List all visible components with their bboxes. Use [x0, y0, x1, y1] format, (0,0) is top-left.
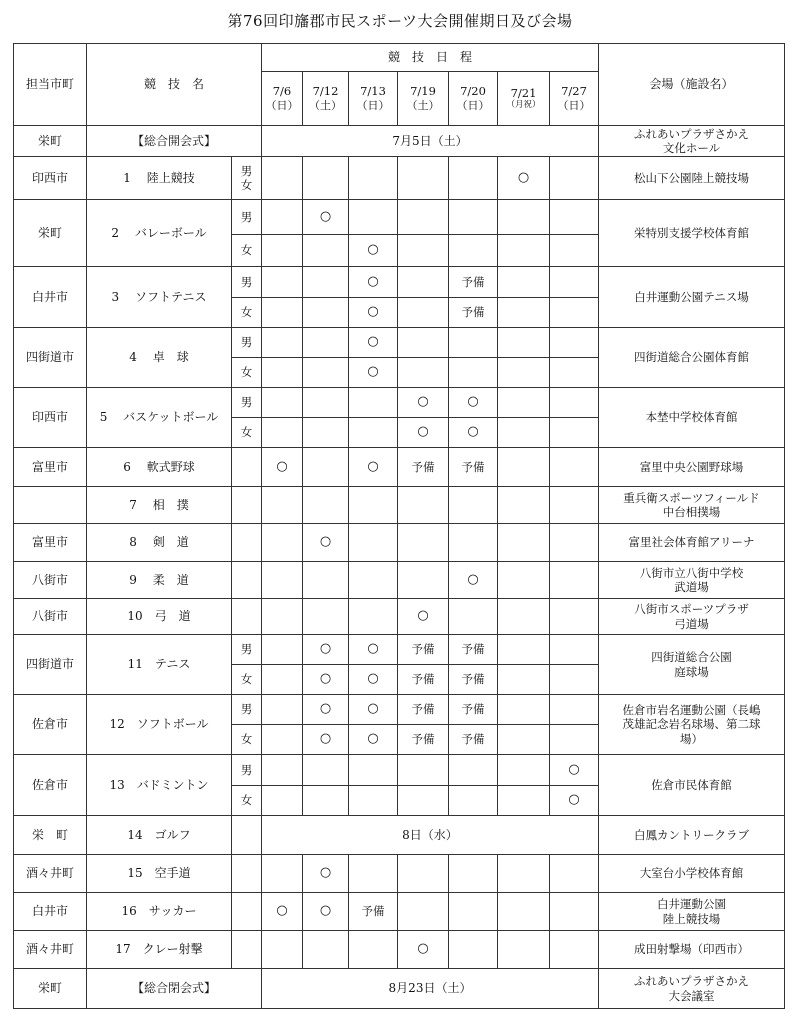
- opening-row: [14, 126, 785, 157]
- gender-female: 女: [232, 358, 262, 388]
- header-schedule: 競 技 日 程: [262, 44, 599, 72]
- date-header: 7/27 （日）: [550, 72, 599, 126]
- circle-mark: ○: [303, 200, 349, 235]
- schedule-table: [13, 43, 785, 1009]
- header-row: [14, 44, 785, 72]
- circle-mark: ○: [262, 448, 303, 487]
- event-name: 16 サッカー: [87, 893, 232, 931]
- circle-mark: ○: [349, 358, 398, 388]
- date-header: 7/19 （土）: [398, 72, 449, 126]
- event-name: 17 クレー射撃: [87, 931, 232, 969]
- reserve-mark: 予備: [449, 298, 498, 328]
- gender-male: 男: [232, 200, 262, 235]
- event-name: 2 バレーボール: [87, 200, 232, 267]
- circle-mark: ○: [303, 725, 349, 755]
- municipality: 酒々井町: [14, 931, 87, 969]
- reserve-mark: 予備: [449, 665, 498, 695]
- gender-male: 男: [232, 755, 262, 786]
- date-header: 7/6 （日）: [262, 72, 303, 126]
- circle-mark: ○: [398, 418, 449, 448]
- venue: 富里中央公園野球場: [599, 448, 785, 487]
- reserve-mark: 予備: [398, 635, 449, 665]
- circle-mark: ○: [303, 695, 349, 725]
- gender-male: 男: [232, 635, 262, 665]
- gender-female: 女: [232, 786, 262, 816]
- header-event: 競 技 名: [87, 44, 262, 126]
- circle-mark: ○: [498, 157, 550, 200]
- table-row: [14, 448, 785, 487]
- circle-mark: ○: [349, 695, 398, 725]
- circle-mark: ○: [398, 388, 449, 418]
- table-row: [14, 635, 785, 665]
- date-header: 7/12 （土）: [303, 72, 349, 126]
- circle-mark: ○: [449, 388, 498, 418]
- circle-mark: ○: [303, 635, 349, 665]
- venue: ふれあいプラザさかえ 大会議室: [599, 969, 785, 1009]
- circle-mark: ○: [303, 665, 349, 695]
- date-header: 7/20 （日）: [449, 72, 498, 126]
- gender-female: 女: [232, 235, 262, 267]
- circle-mark: ○: [550, 755, 599, 786]
- event-name: 9 柔 道: [87, 562, 232, 599]
- event-name: 12 ソフトボール: [87, 695, 232, 755]
- municipality: 印西市: [14, 388, 87, 448]
- municipality: 栄 町: [14, 816, 87, 855]
- venue: 佐倉市民体育館: [599, 755, 785, 816]
- circle-mark: ○: [398, 931, 449, 969]
- reserve-mark: 予備: [449, 725, 498, 755]
- date-header: 7/13 （日）: [349, 72, 398, 126]
- reserve-mark: 予備: [398, 665, 449, 695]
- table-row: [14, 388, 785, 418]
- venue: 松山下公園陸上競技場: [599, 157, 785, 200]
- reserve-mark: 予備: [349, 893, 398, 931]
- gender-male: 男: [232, 695, 262, 725]
- event-date: 8月23日（土）: [262, 969, 599, 1009]
- municipality: 栄町: [14, 126, 87, 157]
- venue: 白井運動公園 陸上競技場: [599, 893, 785, 931]
- event-name: 13 バドミントン: [87, 755, 232, 816]
- municipality: 八街市: [14, 599, 87, 635]
- gender-female: 女: [232, 418, 262, 448]
- gender-male: 男: [232, 267, 262, 298]
- gender-female: 女: [232, 665, 262, 695]
- municipality: 四街道市: [14, 635, 87, 695]
- table-row: [14, 599, 785, 635]
- reserve-mark: 予備: [449, 695, 498, 725]
- reserve-mark: 予備: [449, 448, 498, 487]
- event-name: 15 空手道: [87, 855, 232, 893]
- circle-mark: ○: [349, 235, 398, 267]
- municipality: 佐倉市: [14, 695, 87, 755]
- table-row: [14, 200, 785, 235]
- municipality: 印西市: [14, 157, 87, 200]
- circle-mark: ○: [398, 599, 449, 635]
- table-row: [14, 487, 785, 524]
- reserve-mark: 予備: [398, 448, 449, 487]
- circle-mark: ○: [303, 524, 349, 562]
- event-name: 4 卓 球: [87, 328, 232, 388]
- table-row: [14, 855, 785, 893]
- table-row: [14, 695, 785, 725]
- gender-male: 男: [232, 328, 262, 358]
- circle-mark: ○: [449, 418, 498, 448]
- date-header: 7/21 （月祝）: [498, 72, 550, 126]
- table-row: [14, 267, 785, 298]
- gender-female: 女: [232, 298, 262, 328]
- event-name: 14 ゴルフ: [87, 816, 232, 855]
- event-name: 【総合閉会式】: [87, 969, 262, 1009]
- table-row: [14, 328, 785, 358]
- circle-mark: ○: [449, 562, 498, 599]
- table-row: [14, 157, 785, 200]
- municipality: 栄町: [14, 969, 87, 1009]
- municipality: 八街市: [14, 562, 87, 599]
- circle-mark: ○: [349, 298, 398, 328]
- circle-mark: ○: [349, 448, 398, 487]
- municipality: [14, 487, 87, 524]
- circle-mark: ○: [262, 893, 303, 931]
- event-date: 7月5日（土）: [262, 126, 599, 157]
- circle-mark: ○: [303, 855, 349, 893]
- event-name: 5 バスケットボール: [87, 388, 232, 448]
- municipality: 富里市: [14, 448, 87, 487]
- circle-mark: ○: [349, 665, 398, 695]
- event-name: 7 相 撲: [87, 487, 232, 524]
- gender-both: 男 女: [232, 157, 262, 200]
- venue: 白井運動公園テニス場: [599, 267, 785, 328]
- table-row: [14, 893, 785, 931]
- venue: 佐倉市岩名運動公園（長嶋 茂雄記念岩名球場、第二球 場）: [599, 695, 785, 755]
- event-name: 1 陸上競技: [87, 157, 232, 200]
- table-row: [14, 562, 785, 599]
- venue: 富里社会体育館アリーナ: [599, 524, 785, 562]
- venue: 栄特別支援学校体育館: [599, 200, 785, 267]
- header-municipality: 担当市町: [14, 44, 87, 126]
- venue: 八街市スポーツプラザ 弓道場: [599, 599, 785, 635]
- venue: 白鳳カントリークラブ: [599, 816, 785, 855]
- municipality: 栄町: [14, 200, 87, 267]
- gender-male: 男: [232, 388, 262, 418]
- reserve-mark: 予備: [449, 635, 498, 665]
- header-venue: 会場（施設名）: [599, 44, 785, 126]
- closing-row: [14, 969, 785, 1009]
- event-name: 11 テニス: [87, 635, 232, 695]
- venue: ふれあいプラザさかえ 文化ホール: [599, 126, 785, 157]
- venue: 重兵衛スポーツフィールド 中台相撲場: [599, 487, 785, 524]
- reserve-mark: 予備: [398, 695, 449, 725]
- municipality: 富里市: [14, 524, 87, 562]
- event-name: 10 弓 道: [87, 599, 232, 635]
- venue: 四街道総合公園 庭球場: [599, 635, 785, 695]
- page-title: 第76回印旛郡市民スポーツ大会開催期日及び会場: [227, 12, 573, 30]
- table-row: [14, 816, 785, 855]
- circle-mark: ○: [349, 328, 398, 358]
- venue: 成田射撃場（印西市）: [599, 931, 785, 969]
- table-row: [14, 524, 785, 562]
- venue: 四街道総合公園体育館: [599, 328, 785, 388]
- gender-female: 女: [232, 725, 262, 755]
- event-name: 6 軟式野球: [87, 448, 232, 487]
- venue: 八街市立八街中学校 武道場: [599, 562, 785, 599]
- venue: 大室台小学校体育館: [599, 855, 785, 893]
- municipality: 佐倉市: [14, 755, 87, 816]
- municipality: 白井市: [14, 267, 87, 328]
- event-date: 8日（水）: [262, 816, 599, 855]
- reserve-mark: 予備: [449, 267, 498, 298]
- municipality: 酒々井町: [14, 855, 87, 893]
- event-name: 3 ソフトテニス: [87, 267, 232, 328]
- reserve-mark: 予備: [398, 725, 449, 755]
- circle-mark: ○: [303, 893, 349, 931]
- event-name: 8 剣 道: [87, 524, 232, 562]
- municipality: 四街道市: [14, 328, 87, 388]
- table-row: [14, 931, 785, 969]
- venue: 本埜中学校体育館: [599, 388, 785, 448]
- circle-mark: ○: [349, 725, 398, 755]
- table-row: [14, 755, 785, 786]
- circle-mark: ○: [550, 786, 599, 816]
- event-name: 【総合開会式】: [87, 126, 262, 157]
- circle-mark: ○: [349, 635, 398, 665]
- circle-mark: ○: [349, 267, 398, 298]
- municipality: 白井市: [14, 893, 87, 931]
